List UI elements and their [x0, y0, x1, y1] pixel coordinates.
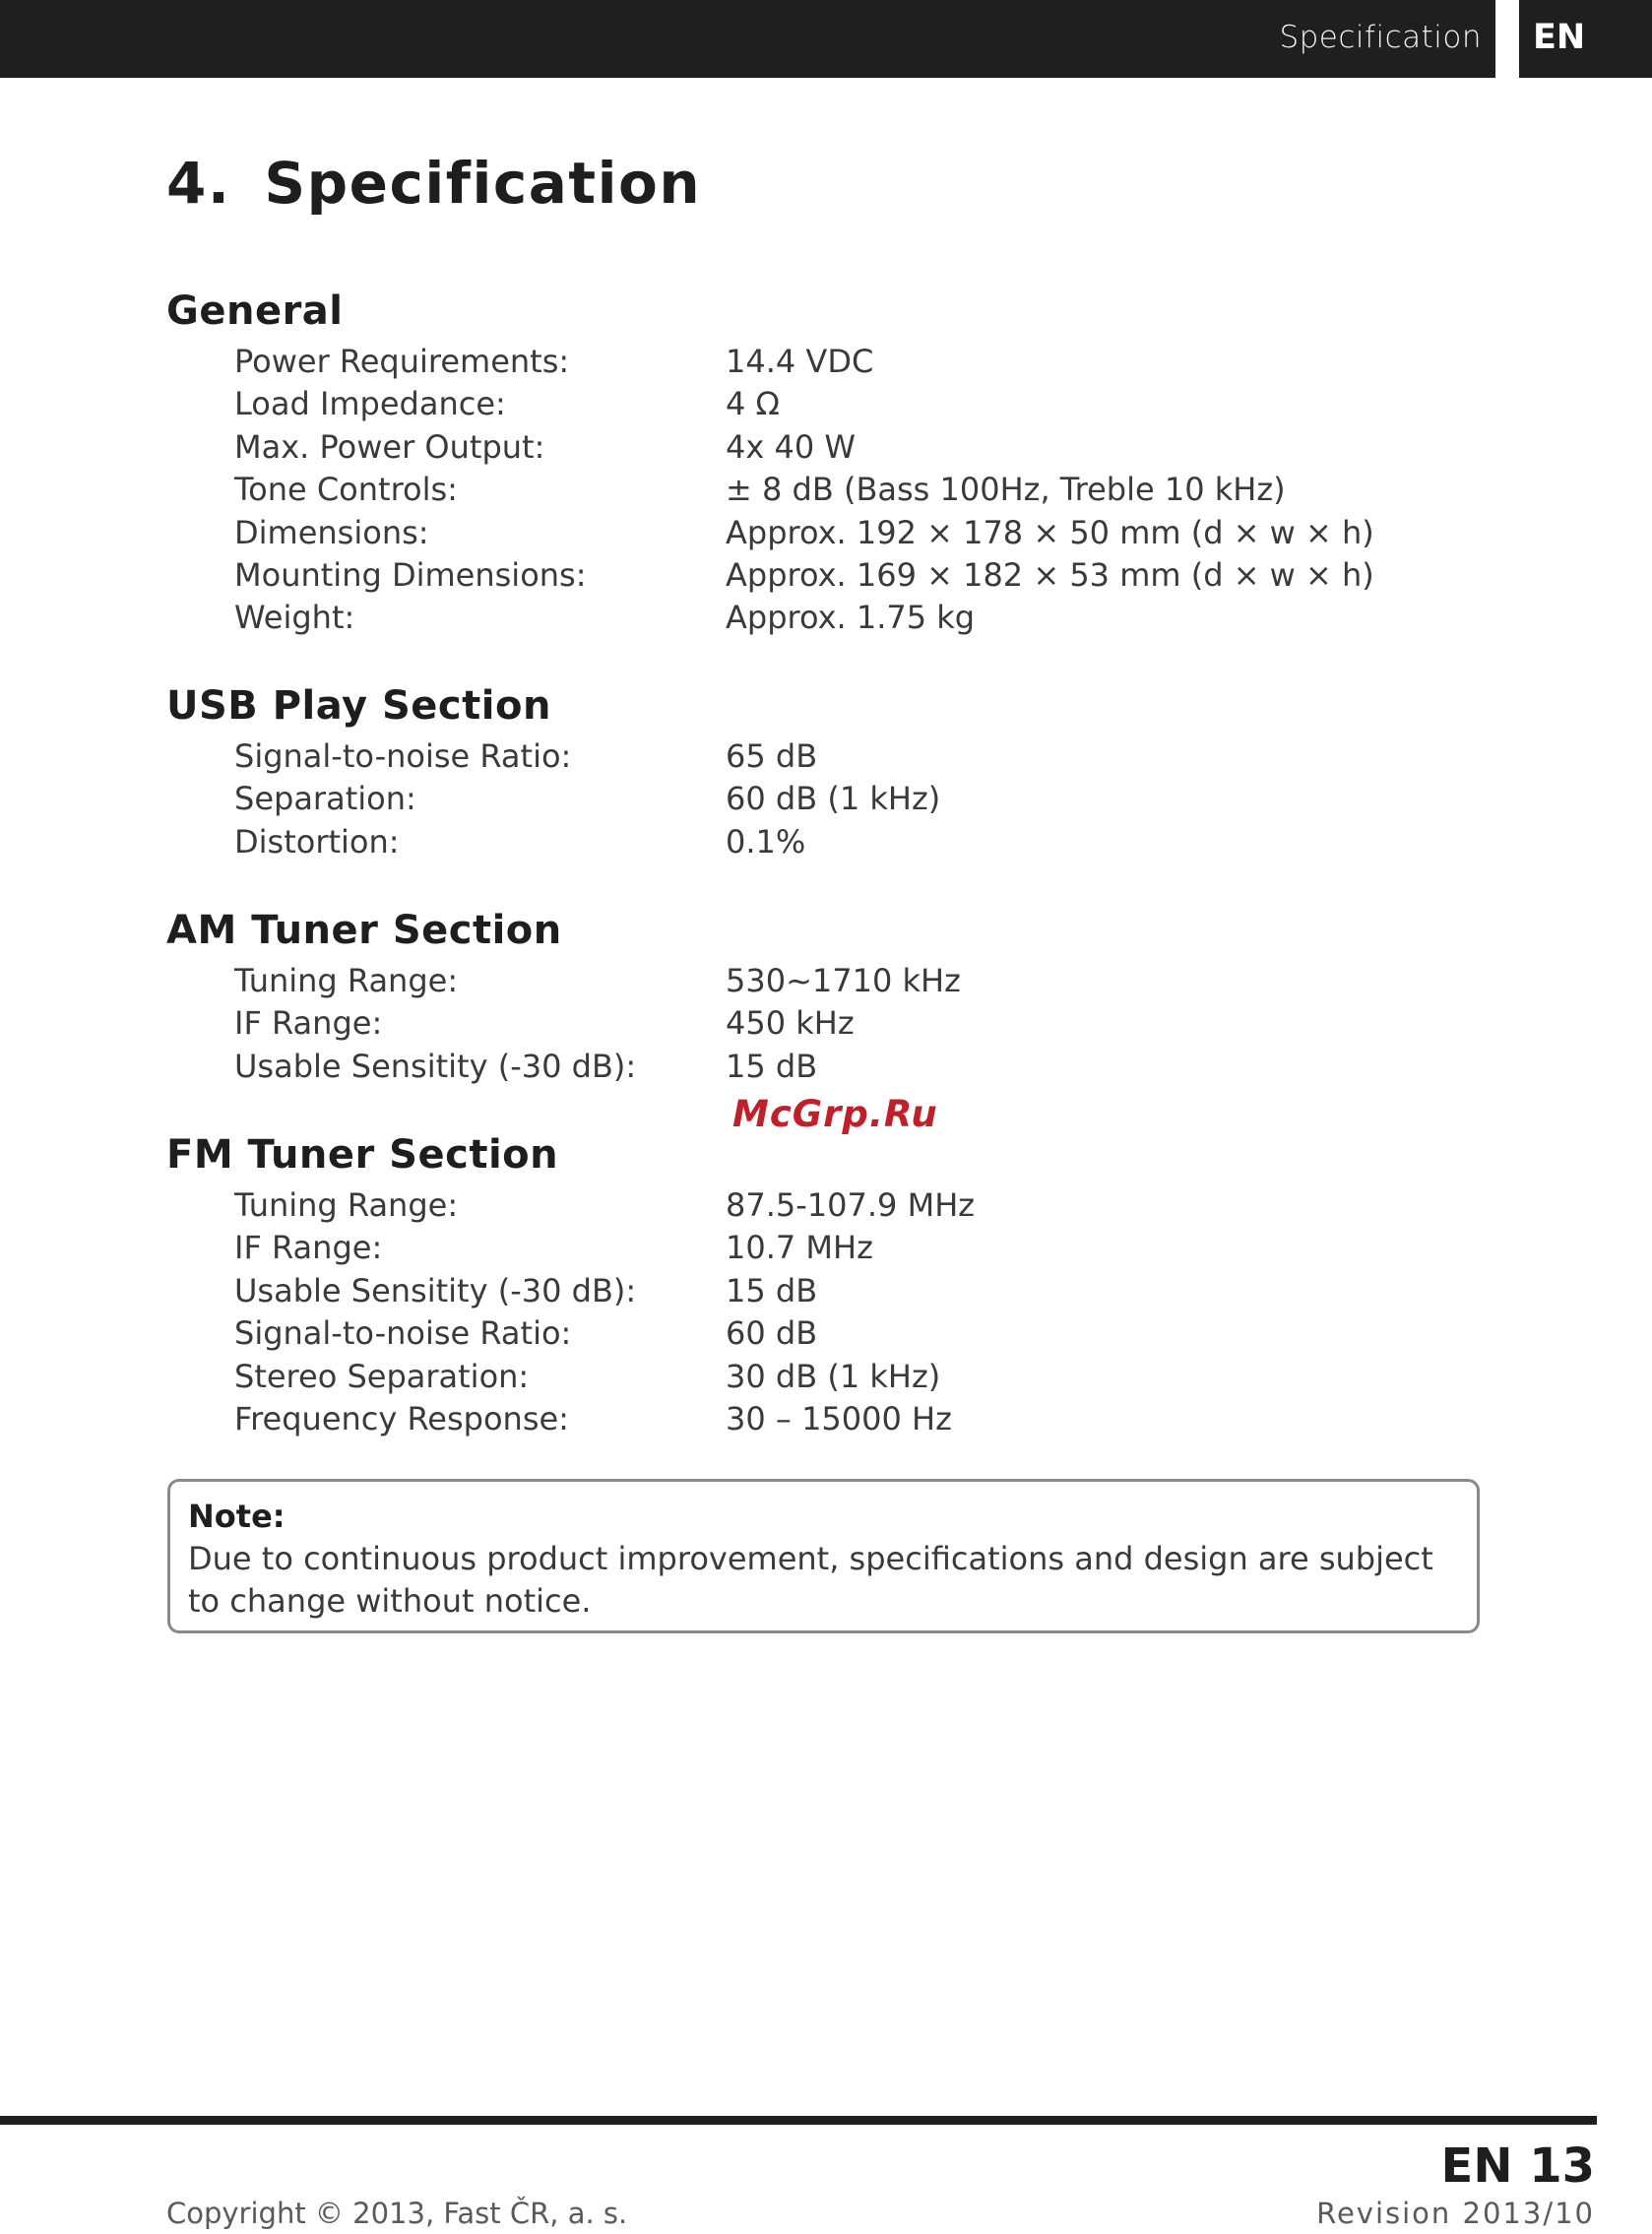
- spec-label: Frequency Response:: [234, 1399, 569, 1437]
- spec-row: [166, 960, 1446, 1002]
- section-title: AM Tuner Section: [166, 908, 562, 953]
- spec-label: Signal-to-noise Ratio:: [234, 1314, 572, 1353]
- spec-row: [166, 1356, 1446, 1398]
- spec-row: [166, 1002, 1446, 1045]
- spec-row: [166, 597, 1446, 639]
- spec-value: 530~1710 kHz: [726, 962, 961, 999]
- footer-divider: [0, 2116, 1597, 2125]
- spec-value: 14.4 VDC: [726, 343, 874, 380]
- spec-value: 87.5-107.9 MHz: [726, 1186, 976, 1224]
- note-text: Due to continuous product improvement, specifications and design are subject to change without notice.: [188, 1540, 1433, 1620]
- spec-label: Distortion:: [234, 822, 400, 861]
- language-tab-label: EN: [1533, 18, 1586, 57]
- page-title: [166, 150, 701, 217]
- note-box: [167, 1479, 1480, 1633]
- spec-row: [166, 512, 1446, 554]
- chapter-number: 4.: [166, 150, 231, 217]
- spec-row: [166, 341, 1446, 383]
- spec-row: [166, 1312, 1446, 1355]
- spec-value: 4x 40 W: [726, 427, 856, 466]
- spec-row: [166, 1227, 1446, 1269]
- chapter-title: Specification: [264, 150, 702, 217]
- spec-row: [166, 1398, 1446, 1440]
- spec-row: [166, 1270, 1446, 1312]
- spec-value: 450 kHz: [726, 1004, 855, 1043]
- spec-label: Usable Sensitity (-30 dB):: [234, 1047, 637, 1085]
- section-title: General: [166, 288, 344, 334]
- running-title: Specification: [1279, 20, 1482, 55]
- spec-label: Usable Sensitity (-30 dB):: [234, 1271, 637, 1309]
- spec-value: ± 8 dB (Bass 100Hz, Treble 10 kHz): [726, 471, 1286, 509]
- spec-value: 15 dB: [726, 1271, 818, 1309]
- spec-label: Load Impedance:: [234, 385, 506, 423]
- spec-row: [166, 554, 1446, 597]
- spec-row: [166, 469, 1446, 511]
- spec-value: 15 dB: [726, 1047, 818, 1085]
- language-tab: [1519, 0, 1652, 78]
- spec-row: [166, 821, 1446, 863]
- spec-value: Approx. 1.75 kg: [726, 599, 976, 637]
- spec-label: Signal-to-noise Ratio:: [234, 737, 572, 775]
- section-title: FM Tuner Section: [166, 1132, 559, 1178]
- spec-label: IF Range:: [234, 1004, 383, 1043]
- note-title: Note:: [188, 1498, 286, 1535]
- section-general: [166, 287, 1446, 640]
- copyright-text: Copyright © 2013, Fast ČR, a. s.: [166, 2197, 628, 2230]
- spec-value: 60 dB (1 kHz): [726, 780, 941, 818]
- spec-label: Mounting Dimensions:: [234, 555, 587, 594]
- spec-row: [166, 735, 1446, 778]
- spec-label: Weight:: [234, 599, 355, 637]
- spec-label: Power Requirements:: [234, 343, 570, 380]
- spec-value: 10.7 MHz: [726, 1229, 873, 1267]
- spec-value: 30 dB (1 kHz): [726, 1357, 941, 1395]
- spec-label: Tuning Range:: [234, 1186, 459, 1224]
- page-number: EN 13: [1440, 2138, 1595, 2194]
- spec-label: Tuning Range:: [234, 962, 459, 999]
- spec-label: Stereo Separation:: [234, 1357, 530, 1395]
- spec-value: 30 – 15000 Hz: [726, 1399, 952, 1437]
- spec-label: Max. Power Output:: [234, 427, 545, 466]
- spec-row: [166, 383, 1446, 425]
- section-fm-tuner: [166, 1131, 1446, 1440]
- spec-row: [166, 1184, 1446, 1227]
- spec-value: 65 dB: [726, 737, 818, 775]
- section-usb-play: [166, 682, 1446, 863]
- spec-label: Tone Controls:: [234, 471, 458, 509]
- spec-value: Approx. 169 × 182 × 53 mm (d × w × h): [726, 555, 1374, 594]
- section-title: USB Play Section: [166, 683, 551, 729]
- spec-row: [166, 426, 1446, 469]
- header-bar: [0, 0, 1495, 78]
- spec-label: IF Range:: [234, 1229, 383, 1267]
- spec-row: [166, 778, 1446, 820]
- spec-value: 4 Ω: [726, 385, 780, 423]
- spec-value: 60 dB: [726, 1314, 818, 1353]
- revision-text: Revision 2013/10: [1316, 2197, 1595, 2230]
- spec-label: Separation:: [234, 780, 416, 818]
- section-am-tuner: [166, 907, 1446, 1088]
- spec-label: Dimensions:: [234, 513, 429, 551]
- spec-value: Approx. 192 × 178 × 50 mm (d × w × h): [726, 513, 1374, 551]
- spec-row: [166, 1046, 1446, 1088]
- spec-value: 0.1%: [726, 822, 806, 861]
- watermark-text: McGrp.Ru: [732, 1093, 938, 1135]
